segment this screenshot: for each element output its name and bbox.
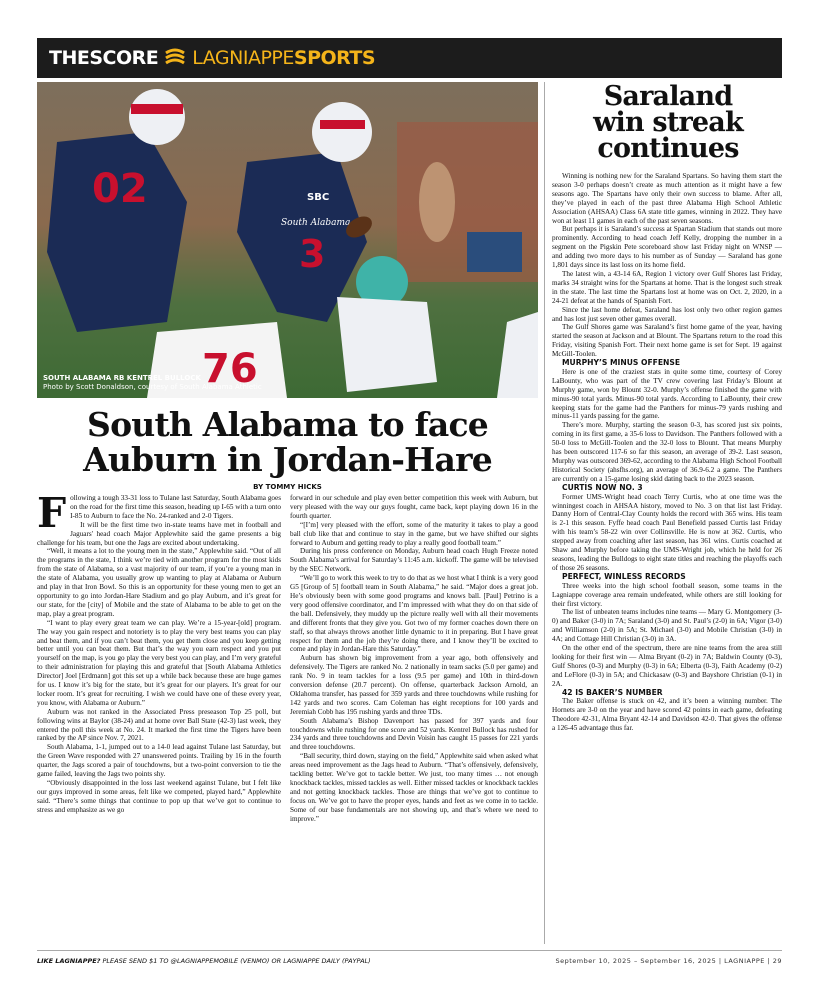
banner-the-score: THESCORE [49, 47, 159, 69]
caption-credit: Photo by Scott Donaldson, courtesy of South Alabama Athletic [43, 383, 262, 391]
banner-sports: SPORTS [293, 47, 376, 69]
jersey-number-center: 3 [299, 232, 326, 276]
article-paragraph: South Alabama, 1-1, jumped out to a 14-0 lead against Tulane last Saturday, but the Green Wave responded with 27 unanswered points. Trailing by 16 in the fourth quarter, the Jags scored a pair of touchdowns, but a two-point conversion to tie the game failed, leaving the Jags two points shy. [37, 743, 281, 779]
left-headline-line1: South Alabama to face [87, 405, 488, 444]
article-paragraph: “[I’m] very pleased with the effort, some of the maturity it takes to play a good ball club like that and continue to stay in the game, but we have shifted our sights forward to Auburn and getting ready to play a really good football team.” [290, 520, 538, 547]
article-paragraph: Former UMS-Wright head coach Terry Curtis, who at one time was the winningest coach in AHSAA history, moved to No. 3 on that list last Friday. Danny Horn of Central-Clay County holds the record with 365 wins. His team is 2-1 this season. Fyffe head coach Paul Benefield passed Curtis last Friday with his team’s 58-22 win over Collinsville. He is now at 362. Curtis, who stepped away from coaching after last season, has 361 wins. Curtis coached at Shaw and Murphy before taking the UMS-Wright job, which he held for 26 seasons, leading the Bulldogs to eight state titles and reaching the playoffs each of those 26 seasons. [552, 492, 782, 572]
article-paragraph: “I want to play every great team we can play. We’re a 15-year-[old] program. The way you gain respect and notoriety is to play the very best teams you can play and beat them, and if you can’t beat them, you get them close and you keep getting better until you can beat them. But that’s the way you earn respect and you put yourself on the map, is you go play the very best you can play, and I’m very grateful to their administration for playing this and grateful that [South Alabama Athletics Director] Joel [Erdmann] got this set up a while back because these are huge games for us. I know it’s big for the state, but it’s great for our players. It’s great for our locker room. It’s great for recruiting. I wish we could have one of these every year, you know, with Alabama or Auburn.” [37, 618, 281, 707]
jersey-number-left: 02 [92, 166, 148, 212]
article-paragraph: forward in our schedule and play even better competition this week with Auburn, but very pleased with the way our guys fought, came back, kept playing down 16 in the fourth quarter. [290, 494, 538, 520]
article-paragraph: Auburn was not ranked in the Associated Press preseason Top 25 poll, but following wins at Baylor (38-24) and at home over Ball State (42-3) last week, they entered the poll this week at No. 24. It marked the first time the Tigers have been ranked by the AP since Nov. 7, 2021. [37, 707, 281, 743]
article-paragraph: The Gulf Shores game was Saraland’s first home game of the year, having started the season at Jackson and at Blount. The Spartans return to the road this Friday, visiting Spanish Fort. Their next home game is set for Sept. 19 against McGill-Toolen. [552, 323, 782, 359]
article-paragraph: Auburn has shown big improvement from a year ago, both offensively and defensively. The Tigers are ranked No. 2 nationally in team sacks (5.0 per game) and rank No. 9 in team tackles for a loss (9.5 per game) and 10th in third-down conversion defense (20.7 percent). On offense, quarterback Jackson Arnold, an Oklahoma transfer, has passed for 359 yards and three touchdowns while rushing for 142 yards and two scores. Cam Coleman has eight receptions for 100 yards and Jeremiah Cobb has 195 rushing yards and three TDs. [290, 654, 538, 716]
article-paragraph: It will be the first time two in-state teams have met in football and Jaguars' head coach Major Applewhite said the game presents a big challenge for his team, but one the Jags are excited about undertaking. [37, 520, 281, 547]
footer-rule [37, 950, 782, 951]
subhead-baker: 42 IS BAKER’S NUMBER [562, 687, 663, 697]
right-headline-line3: continues [597, 133, 739, 164]
article-paragraph: Following a tough 33-31 loss to Tulane last Saturday, South Alabama goes on the road for the first time this season, heading up I-65 with a turn onto I-85 to Auburn to face the No. 24-ranked and 2-0 Tigers. [37, 489, 281, 537]
left-headline-line2: Auburn in Jordan-Hare [83, 440, 492, 479]
article-paragraph: There’s more. Murphy, starting the season 0-3, has scored just six points, coming in its first game, a 35-6 loss to Davidson. The Panthers followed with a 50-0 loss to McGill-Toolen and the 32-0 loss to Blount. That means Murphy has been outscored 117-6 so far this season, an average of 39-2. Last season, Murphy was outscored 369-62, according to the Alabama High School Football Historical Society (ahsfhs.org), an average of 36.9-6.2 a game. The Panthers are currently on a 15-game losing skid dating back to the 2023 season. [552, 421, 782, 483]
article-paragraph: “Ball security, third down, staying on the field,” Applewhite said when asked what areas need improvement as the Jags head to Auburn. “That’s offensively, defensively, tackling better. We’ve got to tackle better. We just, too many times … not enough knockback tackles, missed tackles as well. Either missed tackles or knockback tackles and not getting knockback tackles. Those are things that we’ve got to continue to focus on. We’ve got to have the proper eyes, hands and feet as we come in to tackle. Some of our base fundamentals are not showing up, and that’s where we need to improve.” [290, 752, 538, 823]
left-headline [37, 407, 538, 477]
right-headline [552, 81, 784, 164]
subhead-murphy: MURPHY’S MINUS OFFENSE [562, 358, 681, 368]
article-paragraph: On the other end of the spectrum, there are nine teams from the area still looking for their first win — Alma Bryant (0-2) in 7A; Baldwin County (0-3), Gulf Shores (0-3) and Murphy (0-3) in 6A; Elberta (0-3), Faith Academy (0-2) and LeFlore (0-3) in 5A; and Chickasaw (0-3) and Bayshore Christian (0-1) in 2A. [552, 644, 782, 688]
article-paragraph: Winning is nothing new for the Saraland Spartans. So having them start the season 3-0 perhaps doesn’t create as much attention as it might have a few seasons ago. The Spartans have only their own success to blame. After all, they’ve played in each of the past three Alabama High School Athletic Association (AHSAA) Class 6A state title games, winning in 2022. They have won at least 11 games in each of the past seven seasons. [552, 172, 782, 225]
subhead-records: PERFECT, WINLESS RECORDS [562, 571, 686, 581]
article-paragraph: South Alabama’s Bishop Davenport has passed for 397 yards and four touchdowns while rushing for one score and 52 yards. Kentrel Bullock has rushed for 234 yards and three touchdowns and Devin Voisin has caught 15 passes for 221 yards and three touchdowns. [290, 716, 538, 752]
right-article-column [552, 172, 782, 733]
article-paragraph: The latest win, a 43-14 6A, Region 1 victory over Gulf Shores last Friday, marks 34 straight wins for the Spartans at home. That is the longest such streak in the state. The last time the Spartans lost at home was on Oct. 2, 2020, in a 24-21 defeat at the hands of Spanish Fort. [552, 269, 782, 305]
subhead-curtis: CURTIS NOW NO. 3 [562, 482, 643, 492]
right-headline-line2: win streak [593, 107, 743, 138]
article-paragraph: Since the last home defeat, Saraland has lost only two other region games and has lost just seven other games overall. [552, 305, 782, 323]
left-article-column-1 [37, 489, 281, 815]
section-banner [37, 38, 782, 78]
lagniappe-swirl-logo-icon [162, 45, 188, 71]
footer-date-page: September 10, 2025 – September 16, 2025 | LAGNIAPPE | 29 [555, 957, 782, 965]
article-paragraph: “We’ll go to work this week to try to do that as we host what I think is a very good G5 [Group of 5] football team in South Alabama,” he said. “Major does a great job. He’s obviously been with some good programs and knows ball. [Paul] Petrino is a very good offensive coordinator, and I’m impressed with what they do on that side of the ball. Defensively, they muddy up the picture really well with all their movements and different fronts that they give you. Got two of my former coaches down there on staff, so that always throws another little dynamic to it in preparing. But I have great respect for them and the job they’re doing there, and I know they’ll be excited to come and play in Jordan-Hare this Saturday.” [290, 574, 538, 654]
photo-illustration [37, 82, 538, 398]
football-action-photo [37, 82, 538, 398]
article-paragraph: Here is one of the craziest stats in quite some time, courtesy of Corey LaBounty, who was part of the TV crew covering last Friday’s Blount at Murphy game, won by Blount 32-0. Murphy’s offense finished the game with minus-90 total yards. Minus-90 total yards. According to LaBounty, their crew keeping stats for the game had the Panthers for minus-79 yards rushing and minus-11 yards passing for the game. [552, 367, 782, 421]
jersey-number-bottom: 76 [202, 346, 258, 392]
drop-cap: F [37, 489, 67, 537]
article-paragraph: The list of unbeaten teams includes nine teams — Mary G. Montgomery (3-0) and Baker (3-0) in 7A; Saraland (3-0) and St. Paul’s (2-0) in 6A; Vigor (3-0) and Williamson (2-0) in 5A; St. Michael (3-0) and Mobile Christian (3-0) in 4A; and Cottage Hill Christian (3-0) in 3A. [552, 608, 782, 644]
article-paragraph: “Obviously disappointed in the loss last weekend against Tulane, but I felt like our guys improved in some areas, felt like we competed, played hard,” Applewhite said. “There’s some things that continue to pop up that we’ve got to continue to stress and emphasize as we go [37, 779, 281, 814]
article-paragraph: The Baker offense is stuck on 42, and it’s been a winning number. The Hornets are 3-0 on the year and have scored 42 points in each game, defeating Theodore 42-31, Alma Bryant 42-14 and Davidson 42-0. That gives the offense a 126-45 advantage thus far. [552, 697, 782, 733]
byline: BY TOMMY HICKS [253, 483, 322, 491]
helmet-logo-text: SBC [307, 192, 330, 203]
article-paragraph: “Well, it means a lot to the young men in the state,” Applewhite said. “Out of all the programs in the state, I think we’re tied with another program for the most kids from the state of Alabama, so a vast majority of our team, if you’re a young man in the state of Alabama, you usually grow up wanting to play at Alabama or Auburn and play in that Iron Bowl. So this is an opportunity for these young men to get an opportunity to go into Jordan-Hare Stadium and go play Auburn, and it’s great for our state, for the [city] of Mobile and the state of Alabama to be able to get on the map, play a great program. [37, 547, 281, 618]
banner-lagniappe: LAGNIAPPE [192, 47, 294, 69]
jersey-script-text: South Alabama [281, 218, 351, 228]
caption-title: SOUTH ALABAMA RB KENTREL BULLOCK [43, 374, 201, 382]
article-paragraph: Three weeks into the high school football season, some teams in the Lagniappe coverage area remain undefeated, while others are still looking for their first victory. [552, 581, 782, 608]
photo-caption [43, 374, 262, 392]
left-article-column-2 [290, 494, 538, 824]
article-paragraph: During his press conference on Monday, Auburn head coach Hugh Freeze noted South Alabama’s arrival for Saturday’s 11:45 a.m. kickoff. The game will be televised by the SEC Network. [290, 547, 538, 574]
article-paragraph: But perhaps it is Saraland’s success at Spartan Stadium that stands out more prominently. According to head coach Jeff Kelly, dropping the number in a segment on the Pigskin Pete scoreboard show last Friday night on WNSP — and adding two more days to his number as of Sunday — Saraland has gone 1,801 days since its last loss on its home field. [552, 225, 782, 270]
right-headline-line1: Saraland [603, 81, 733, 112]
footer-donation-note: LIKE LAGNIAPPE? PLEASE SEND $1 TO @LAGNIAPPEMOBILE (VENMO) OR LAGNIAPPE DAILY (PAYPAL) [37, 957, 371, 965]
column-divider [544, 82, 545, 944]
